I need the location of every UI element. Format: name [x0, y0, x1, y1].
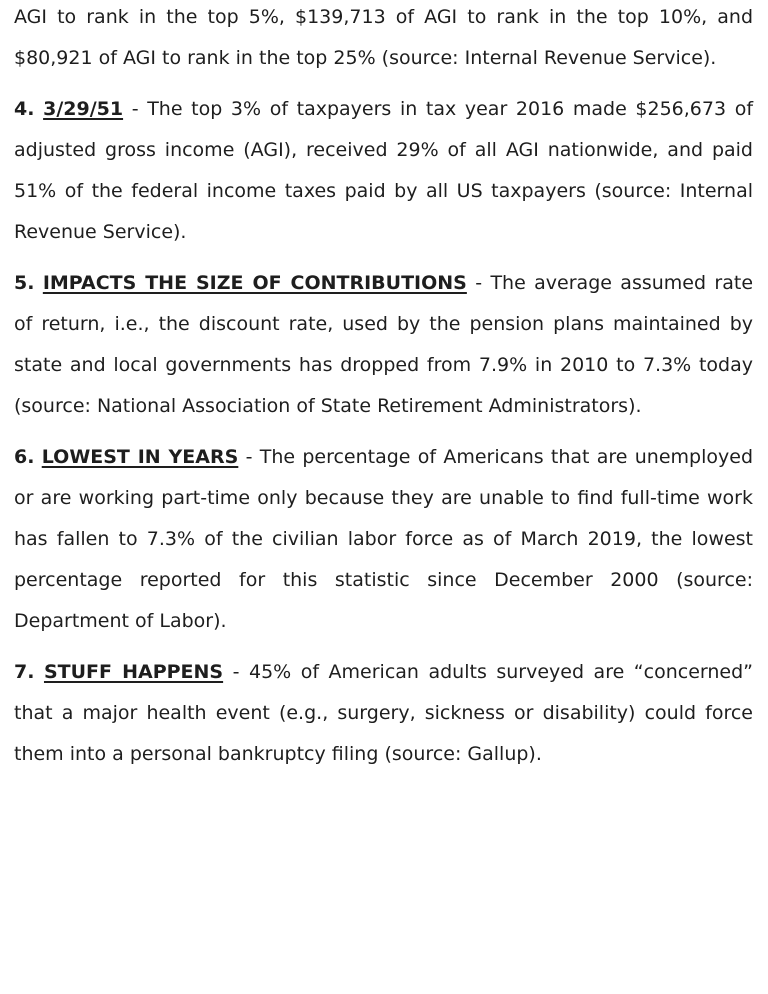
paragraph-number: 7.	[14, 661, 35, 683]
paragraph-body: - The average assumed rate of return, i.e., the discount rate, used by the pension plans maintained by state and local governments has dropped from 7.9% in 2010 to 7.3% today (source: National Association of State Retirement Administrators).	[14, 272, 754, 417]
paragraph-number: 4.	[14, 98, 35, 120]
paragraph-item-6	[14, 437, 753, 642]
paragraph-item-5	[14, 263, 753, 427]
paragraph-number: 5.	[14, 272, 35, 294]
paragraph-body: - 45% of American adults surveyed are “concerned” that a major health event (e.g., surgery, sickness or disability) could force them into a personal bankruptcy filing (source: Gallup).	[14, 661, 753, 765]
paragraph-title: IMPACTS THE SIZE OF CONTRIBUTIONS	[42, 272, 467, 294]
paragraph-body: - The percentage of Americans that are unemployed or are working part-time only because they are unable to find full-time work has fallen to 7.3% of the civilian labor force as of March 2019, the lowest percentage reported for this statistic since December 2000 (source: Department of Labor).	[14, 446, 753, 632]
paragraph-title: STUFF HAPPENS	[43, 661, 224, 683]
paragraph-item-7	[14, 652, 753, 775]
paragraph-item-4	[14, 89, 753, 253]
paragraph-title: 3/29/51	[43, 98, 124, 120]
paragraph-body: - The top 3% of taxpayers in tax year 2016 made $256,673 of adjusted gross income (AGI), received 29% of all AGI nationwide, and paid 51% of the federal income taxes paid by all US taxpayers (source: Internal Revenue Service).	[14, 98, 754, 243]
paragraph-number: 6.	[14, 446, 35, 468]
paragraph-title: LOWEST IN YEARS	[41, 446, 239, 468]
paragraph-body: AGI to rank in the top 5%, $139,713 of AGI to rank in the top 10%, and $80,921 of AGI to rank in the top 25% (source: Internal Revenue Service).	[14, 6, 753, 69]
paragraph-continuation-item-3	[14, 0, 753, 79]
